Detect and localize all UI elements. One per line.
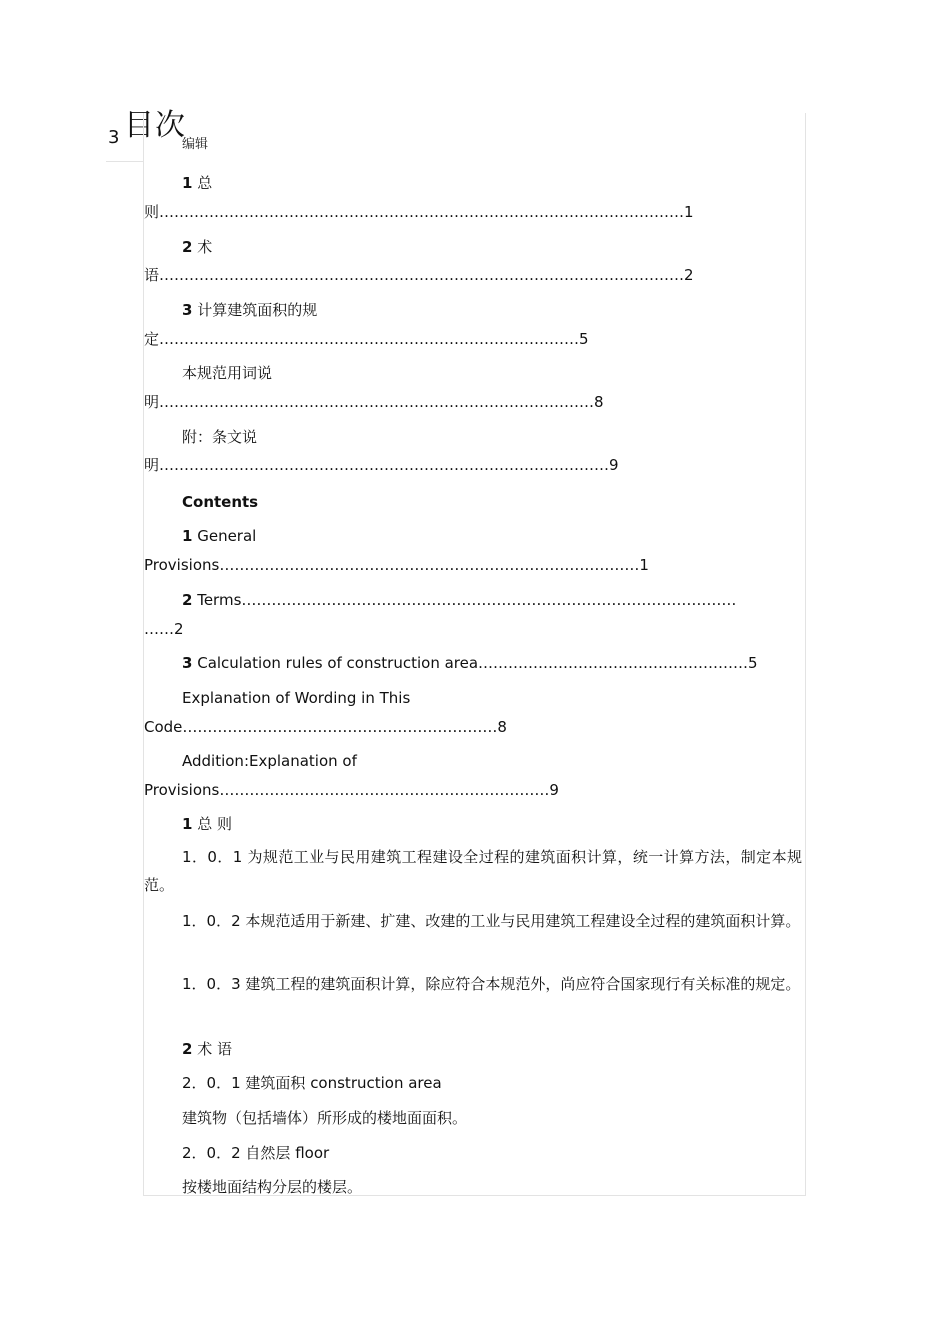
toc-item-continuation[interactable]: ……2 <box>144 620 184 638</box>
section-number: 3 <box>108 127 120 148</box>
toc-item-continuation[interactable]: Provisions…………………………………………………………………………1 <box>144 556 649 574</box>
toc-item-title[interactable]: 附：条文说 <box>182 428 258 446</box>
toc-item-title[interactable]: Addition:Explanation of <box>182 752 357 770</box>
page-title: 目次 <box>124 108 186 143</box>
edit-link[interactable]: 编辑 <box>182 137 209 152</box>
clause: 1．0．1 为规范工业与民用建筑工程建设全过程的建筑面积计算，统一计算方法，制定本规范。 <box>144 848 802 894</box>
section-heading: 1 总 则 <box>182 815 232 833</box>
toc-item-title[interactable]: 1 General <box>182 527 257 545</box>
toc-item-continuation[interactable]: 明………………………………………………………………………………9 <box>144 456 619 474</box>
toc-item-continuation[interactable]: Provisions…………………………………………………………9 <box>144 781 559 799</box>
clause: 1．0．2 本规范适用于新建、扩建、改建的工业与民用建筑工程建设全过程的建筑面积计算。 <box>182 912 801 930</box>
toc-item-title[interactable]: 2 术 <box>182 238 213 256</box>
toc-item-title[interactable]: 3 Calculation rules of construction area………………………………………………5 <box>182 654 758 672</box>
toc-item-title[interactable]: 本规范用词说 <box>182 364 273 382</box>
toc-item-title[interactable]: 2 Terms……………………………………………………………………………………… <box>182 591 737 609</box>
term-definition: 按楼地面结构分层的楼层。 <box>182 1178 363 1196</box>
contents-heading: Contents <box>182 493 259 511</box>
toc-item-continuation[interactable]: 则……………………………………………………………………………………………1 <box>144 203 694 221</box>
term-heading: 2．0．2 自然层 floor <box>182 1144 330 1162</box>
toc-item-title[interactable]: Explanation of Wording in This <box>182 689 411 707</box>
section-heading: 2 术 语 <box>182 1040 232 1058</box>
toc-item-continuation[interactable]: 语……………………………………………………………………………………………2 <box>144 266 694 284</box>
divider <box>106 161 143 162</box>
toc-item-continuation[interactable]: Code………………………………………………………8 <box>144 718 507 736</box>
toc-item-continuation[interactable]: 明……………………………………………………………………………8 <box>144 393 604 411</box>
toc-item-continuation[interactable]: 定…………………………………………………………………………5 <box>144 330 589 348</box>
term-definition: 建筑物（包括墙体）所形成的楼地面面积。 <box>182 1109 468 1127</box>
term-heading: 2．0．1 建筑面积 construction area <box>182 1074 442 1092</box>
clause: 1．0．3 建筑工程的建筑面积计算，除应符合本规范外，尚应符合国家现行有关标准的规定。 <box>182 975 801 993</box>
toc-item-title[interactable]: 3 计算建筑面积的规 <box>182 301 318 319</box>
toc-item-title[interactable]: 1 总 <box>182 174 213 192</box>
